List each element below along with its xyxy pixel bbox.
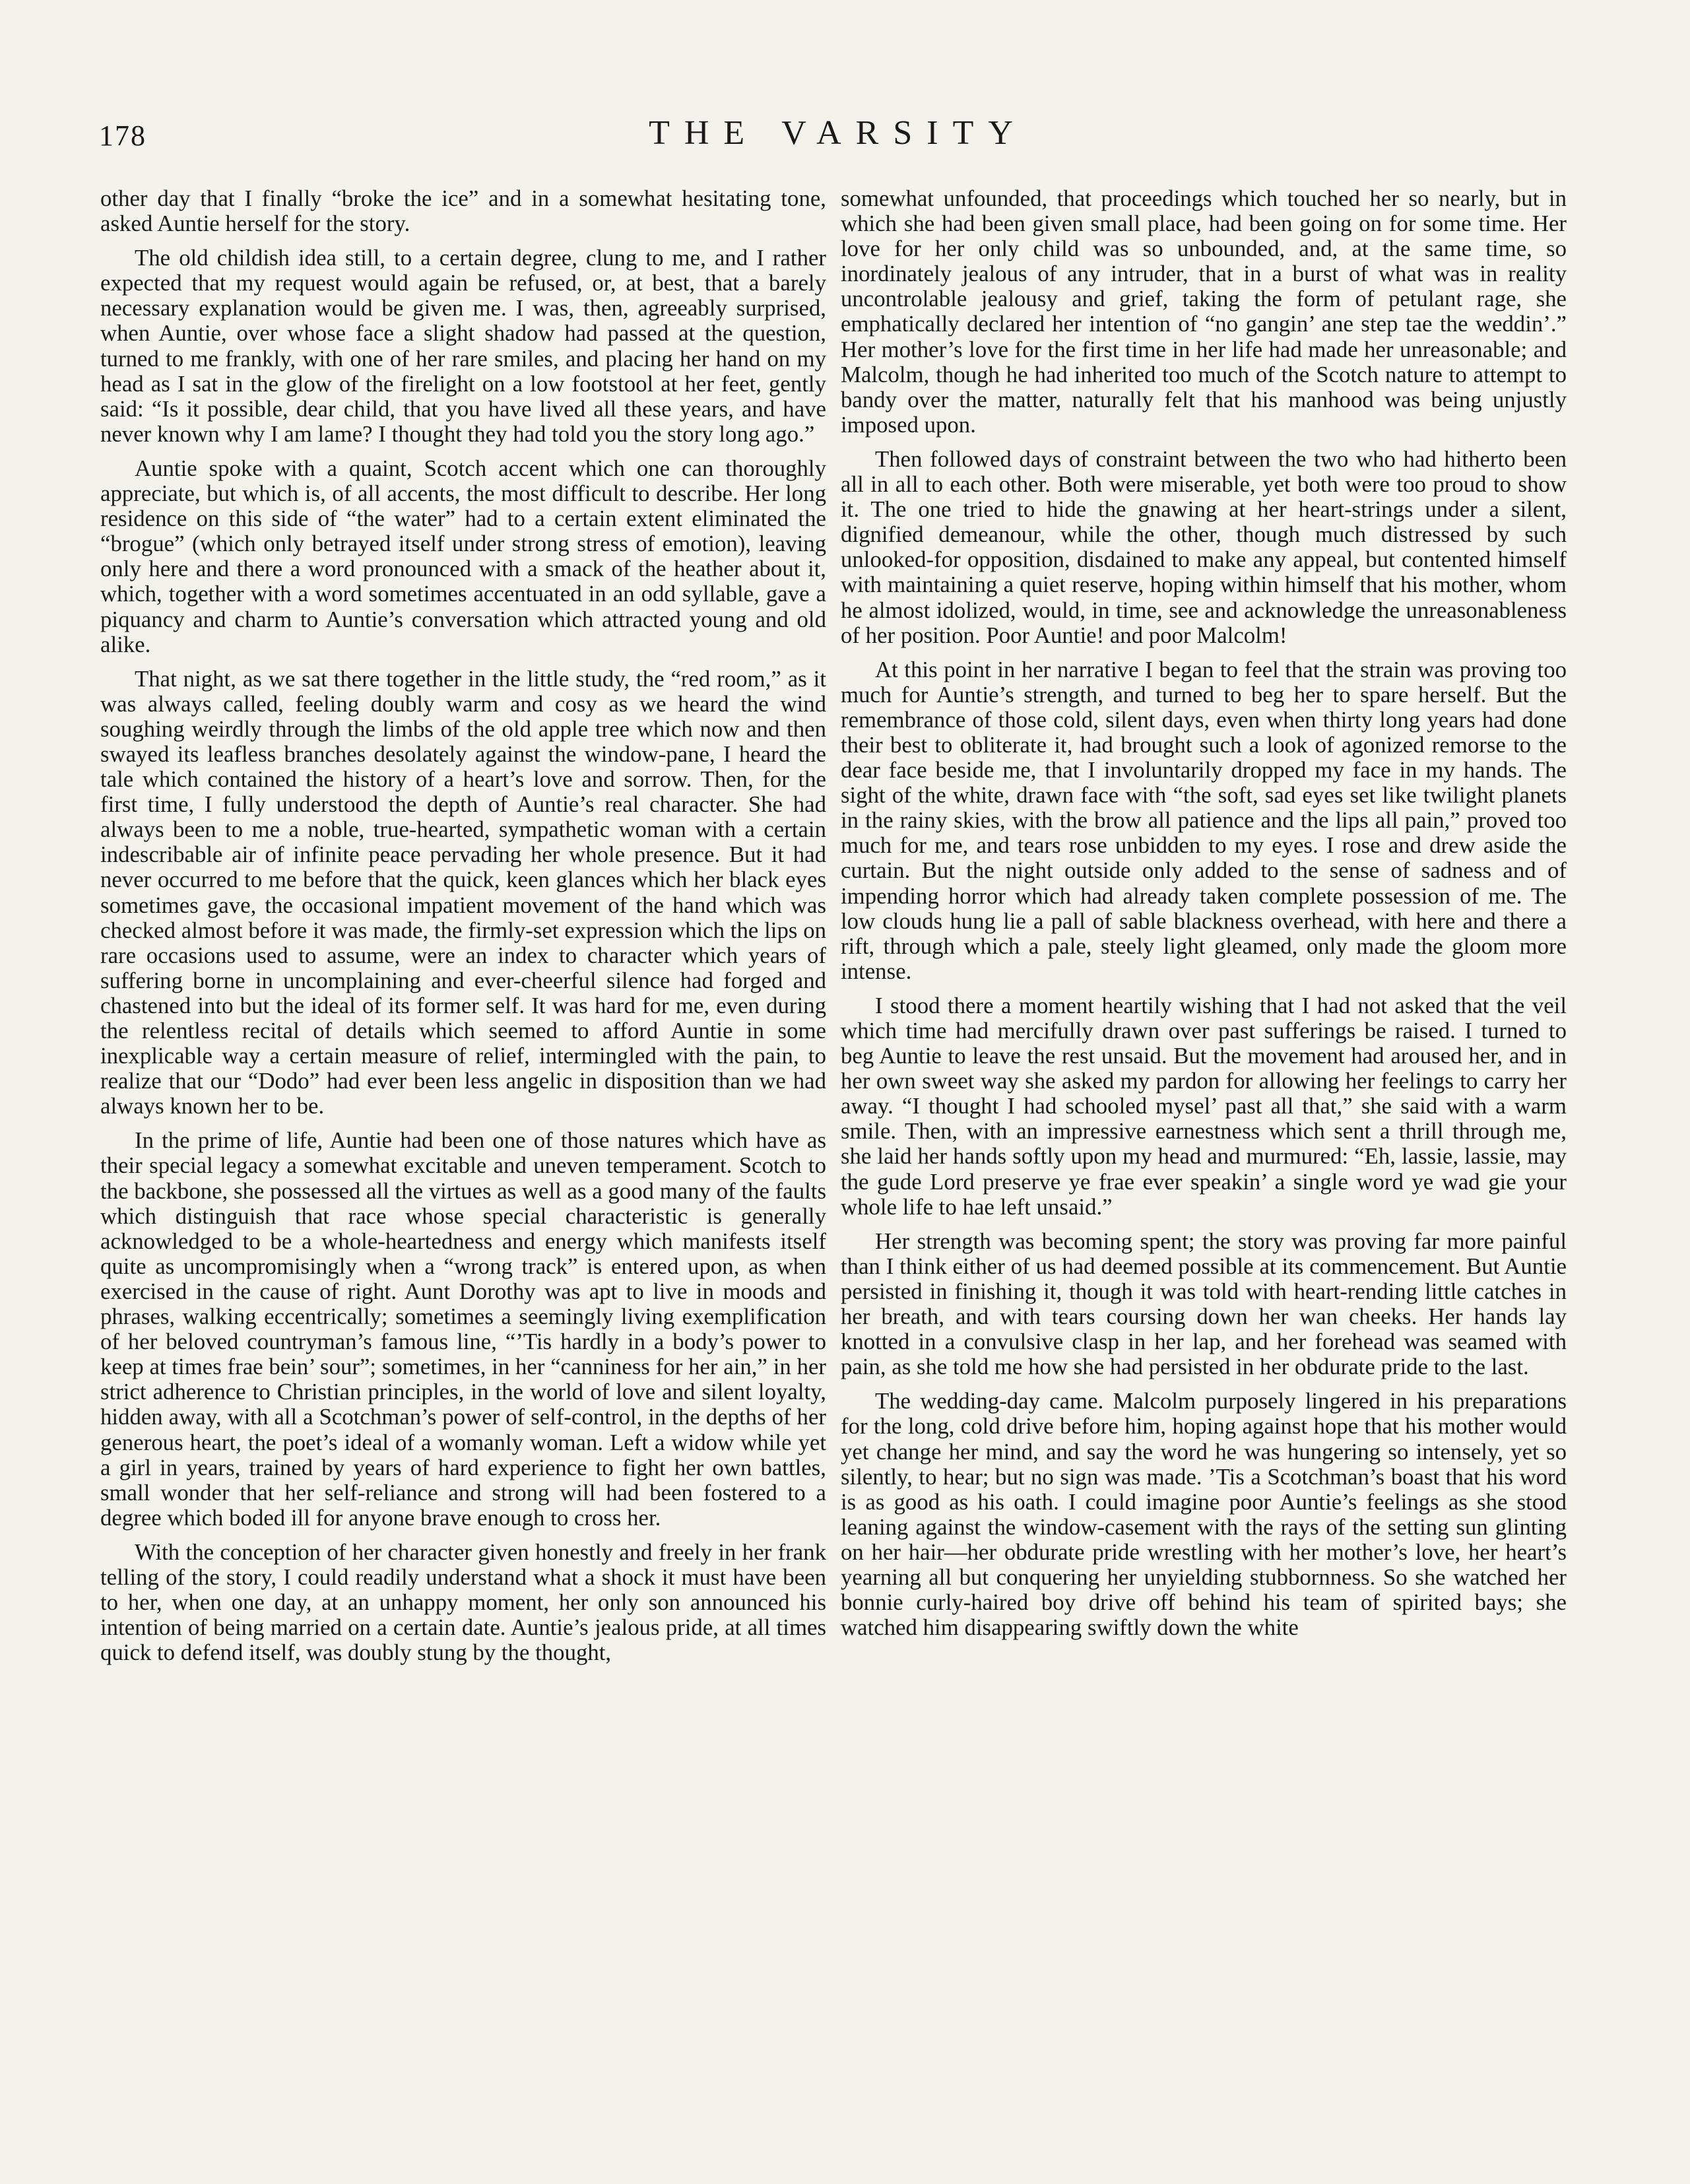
paragraph: somewhat unfounded, that proceedings which touched her so nearly, but in which she had been given small place, had been going on for some time. Her love for her only child was so unbounded, and, at the same time, so inordinately jealous of any intruder, that in a burst of what was in reality uncontrolable jealousy and grief, taking the form of petulant rage, she emphatically declared her intention of “no gangin’ ane step tae the weddin’.” Her mother’s love for the first time in her life had made her unreasonable; and Malcolm, though he had inherited too much of the Scotch nature to attempt to bandy over the matter, naturally felt that his manhood was being unjustly imposed upon. [841, 185, 1567, 438]
paragraph: With the conception of her character given honestly and freely in her frank telling of the story, I could readily understand what a shock it must have been to her, when one day, at an unhappy moment, her only son announced his intention of being married on a certain date. Auntie’s jealous pride, at all times quick to defend itself, was doubly stung by the thought, [100, 1539, 826, 1666]
paragraph: Then followed days of constraint between the two who had hitherto been all in all to each other. Both were miserable, yet both were too proud to show it. The one tried to hide the gnawing at her heart-strings under a silent, dignified demeanour, while the other, though much distressed by such unlooked-for opposition, disdained to make any appeal, but contented himself with maintaining a quiet reserve, hoping within himself that his mother, whom he almost idolized, would, in time, see and acknowledge the unreasonableness of her position. Poor Auntie! and poor Malcolm! [841, 446, 1567, 648]
paragraph: The wedding-day came. Malcolm purposely lingered in his preparations for the long, cold drive before him, hoping against hope that his mother would yet change her mind, and say the word he was hungering so intensely, yet so silently, to hear; but no sign was made. ’Tis a Scotchman’s boast that his word is as good as his oath. I could imagine poor Auntie’s feelings as she stood leaning against the window-casement with the rays of the setting sun glinting on her hair—her obdurate pride wrestling with her mother’s love, her heart’s yearning all but conquering her unyielding stubbornness. So she watched her bonnie curly-haired boy drive off behind his team of spirited bays; she watched him disappearing swiftly down the white [841, 1388, 1567, 1641]
paragraph: I stood there a moment heartily wishing that I had not asked that the veil which time had mercifully drawn over past sufferings be raised. I turned to beg Auntie to leave the rest unsaid. But the movement had aroused her, and in her own sweet way she asked my pardon for allowing her feelings to carry her away. “I thought I had schooled mysel’ past all that,” she said with a warm smile. Then, with an impressive earnestness which sent a thrill through me, she laid her hands softly upon my head and murmured: “Eh, lassie, lassie, may the gude Lord preserve ye frae ever speakin’ a single word ye wad gie your whole life to hae left unsaid.” [841, 992, 1567, 1220]
left-column [100, 186, 826, 1674]
page-header [99, 114, 1577, 166]
page-number: 178 [99, 119, 146, 152]
masthead-title: THE VARSITY [649, 114, 1027, 152]
paragraph: That night, as we sat there together in the little study, the “red room,” as it was always called, feeling doubly warm and cosy as we heard the wind soughing weirdly through the limbs of the old apple tree which now and then swayed its leafless branches desolately against the window-pane, I heard the tale which contained the history of a heart’s love and sorrow. Then, for the first time, I fully understood the depth of Auntie’s real character. She had always been to me a noble, true-hearted, sympathetic woman with a certain indescribable air of infinite peace pervading her whole presence. But it had never occurred to me before that the quick, keen glances which her black eyes sometimes gave, the occasional impatient movement of the hand which was checked almost before it was made, the firmly-set expression which the lips on rare occasions used to assume, were an index to character which years of suffering borne in uncomplaining and ever-cheerful silence had forged and chastened into but the ideal of its former self. It was hard for me, even during the relentless recital of details which seemed to afford Auntie in some inexplicable way a certain measure of relief, intermingled with the pain, to realize that our “Dodo” had ever been less angelic in disposition than we had always known her to be. [100, 665, 826, 1119]
paragraph: The old childish idea still, to a certain degree, clung to me, and I rather expected that my request would again be refused, or, at best, that a barely necessary explanation would be given me. I was, then, agreeably surprised, when Auntie, over whose face a slight shadow had passed at the question, turned to me frankly, with one of her rare smiles, and placing her hand on my head as I sat in the glow of the firelight on a low footstool at her feet, gently said: “Is it possible, dear child, that you have lived all these years, and have never known why I am lame? I thought they had told you the story long ago.” [100, 245, 826, 447]
paragraph: Auntie spoke with a quaint, Scotch accent which one can thoroughly appreciate, but which is, of all accents, the most difficult to describe. Her long residence on this side of “the water” had to a certain extent eliminated the “brogue” (which only betrayed itself under strong stress of emotion), leaving only here and there a word pronounced with a smack of the heather about it, which, together with a word sometimes accentuated in an odd syllable, gave a piquancy and charm to Auntie’s conversation which attracted young and old alike. [100, 455, 826, 657]
right-column [841, 186, 1567, 1649]
paragraph: In the prime of life, Auntie had been one of those natures which have as their special legacy a somewhat excitable and uneven temperament. Scotch to the backbone, she possessed all the virtues as well as a good many of the faults which distinguish that race whose special characteristic is generally acknowledged to be a whole-heartedness and energy which manifests itself quite as uncompromisingly when a “wrong track” is entered upon, as when exercised in the cause of right. Aunt Dorothy was apt to live in moods and phrases, walking eccentrically; sometimes a seemingly living exemplification of her beloved countryman’s famous line, “’Tis hardly in a body’s power to keep at times frae bein’ sour”; sometimes, in her “canniness for her ain,” in her strict adherence to Christian principles, in the world of love and silent loyalty, hidden away, with all a Scotchman’s power of self-control, in the depths of her generous heart, the poet’s ideal of a womanly woman. Left a widow while yet a girl in years, trained by years of hard experience to fight her own battles, small wonder that her self-reliance and strong will had been fostered to a degree which boded ill for anyone brave enough to cross her. [100, 1127, 826, 1531]
paragraph: Her strength was becoming spent; the story was proving far more painful than I think either of us had deemed possible at its commencement. But Auntie persisted in finishing it, though it was told with heart-rending little catches in her breath, and with tears coursing down her wan cheeks. Her hands lay knotted in a convulsive clasp in her lap, and her forehead was seamed with pain, as she told me how she had persisted in her obdurate pride to the last. [841, 1228, 1567, 1380]
paragraph: At this point in her narrative I began to feel that the strain was proving too much for Auntie’s strength, and turned to beg her to spare herself. But the remembrance of those cold, silent days, even when thirty long years had done their best to obliterate it, had brought such a look of agonized remorse to the dear face beside me, that I involuntarily dropped my face in my hands. The sight of the white, drawn face with “the soft, sad eyes set like twilight planets in the rainy skies, with the brow all patience and the lips all pain,” proved too much for me, and tears rose unbidden to my eyes. I rose and drew aside the curtain. But the night outside only added to the sense of sadness and of impending horror which had already taken complete possession of me. The low clouds hung lie a pall of sable blackness overhead, with here and there a rift, through which a pale, steely light gleamed, only made the gloom more intense. [841, 656, 1567, 984]
paragraph: other day that I finally “broke the ice” and in a somewhat hesitating tone, asked Auntie herself for the story. [100, 185, 826, 237]
